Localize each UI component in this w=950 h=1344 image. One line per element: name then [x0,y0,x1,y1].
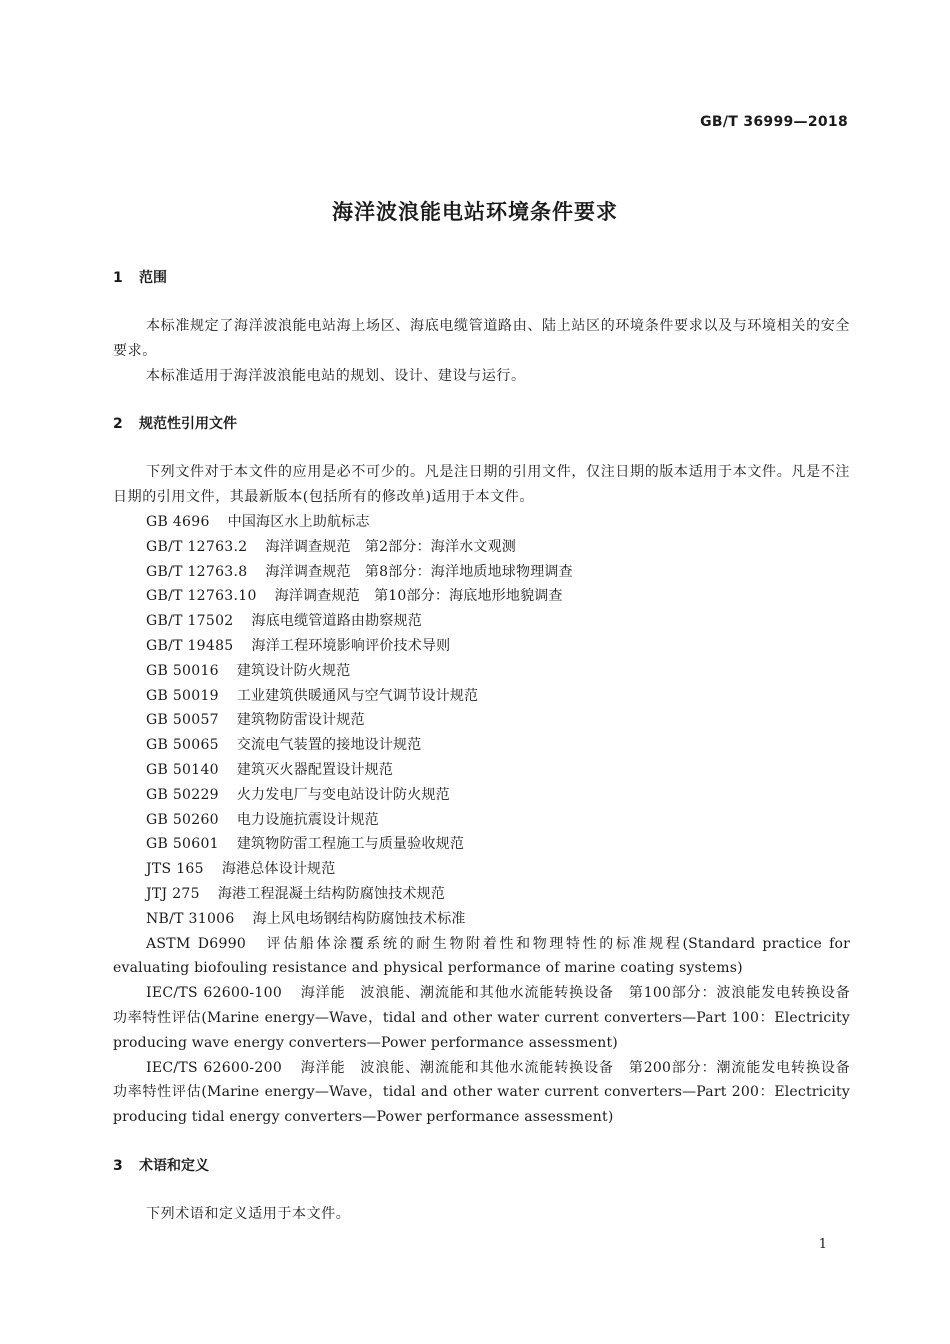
reference-title: 海洋能 波浪能、潮流能和其他水流能转换设备 第100部分：波浪能发电转换设备 功率特性评估(Marine energy—Wave，tidal and other water current converters—Part 100：Electricity producing wave energy converters—Power performance assessment) [113,985,865,1051]
reference-code: GB/T 19485 [146,637,234,654]
normative-reference-list [113,510,865,1130]
reference-code: ASTM D6990 [146,935,247,952]
reference-code: GB/T 12763.8 [146,563,248,580]
section-1-title: 范围 [139,270,167,286]
reference-code: GB 50229 [146,786,219,803]
reference-code: GB/T 12763.10 [146,588,257,605]
reference-code: GB 50065 [146,737,219,754]
reference-item [113,659,850,684]
reference-title: 建筑物防雷设计规范 [236,712,365,729]
reference-code: JTS 165 [146,861,204,878]
reference-title: 建筑物防雷工程施工与质量验收规范 [236,836,465,853]
reference-title: 海洋调查规范 第8部分：海洋地质地球物理调查 [265,563,573,580]
reference-item [113,584,850,609]
reference-item [113,634,850,659]
reference-item [113,832,850,857]
reference-title: 海洋调查规范 第2部分：海洋水文观测 [265,538,516,555]
reference-item [113,510,850,535]
section-1-heading [113,266,850,290]
reference-code: NB/T 31006 [146,910,235,927]
reference-code: IEC/TS 62600-200 [146,1059,283,1076]
reference-title: 海洋能 波浪能、潮流能和其他水流能转换设备 第200部分：潮流能发电转换设备 功率特性评估(Marine energy—Wave，tidal and other water current converters—Part 200：Electricity producing tidal energy converters—Power performance assessment) [113,1059,865,1126]
section-3-title: 术语和定义 [139,1157,209,1174]
document-title: 海洋波浪能电站环境条件要求 [332,200,618,224]
reference-code: GB 50260 [146,811,219,828]
reference-title: 海上风电场钢结构防腐蚀技术标准 [252,910,466,927]
section-2-title: 规范性引用文件 [139,416,237,433]
reference-item [113,708,850,733]
reference-title: 海港总体设计规范 [221,861,336,878]
reference-title: 电力设施抗震设计规范 [236,811,379,828]
section-1-paragraph: 本标准适用于海洋波浪能电站的规划、设计、建设与运行。 [146,367,526,384]
reference-item [113,907,850,932]
reference-title: 交流电气装置的接地设计规范 [236,737,422,754]
section-1-paragraph: 本标准规定了海洋波浪能电站海上场区、海底电缆管道路由、陆上站区的环境条件要求以及与环境相关的安全要求。 [113,318,850,359]
reference-title: 工业建筑供暖通风与空气调节设计规范 [236,687,479,704]
document-body [113,266,865,1227]
reference-item [113,882,850,907]
reference-item [113,783,850,808]
reference-title: 评估船体涂覆系统的耐生物附着性和物理特性的标准规程(Standard practice for evaluating biofouling resistance and physical performance of marine coating systems) [113,935,850,977]
reference-title: 建筑设计防火规范 [236,662,351,679]
page-number: 1 [818,1237,827,1252]
section-2-heading [113,412,850,436]
reference-item [113,1056,865,1130]
reference-item [113,609,850,634]
reference-title: 海港工程混凝土结构防腐蚀技术规范 [217,885,446,902]
section-2-intro: 下列文件对于本文件的应用是必不可少的。凡是注日期的引用文件，仅注日期的版本适用于本文件。凡是不注日期的引用文件，其最新版本(包括所有的修改单)适用于本文件。 [113,464,850,506]
reference-title: 建筑灭火器配置设计规范 [236,761,394,778]
reference-item [113,560,850,585]
reference-code: JTJ 275 [146,885,200,902]
reference-item [113,857,850,882]
reference-code: GB 50016 [146,662,219,679]
reference-code: IEC/TS 62600-100 [146,985,283,1002]
reference-code: GB 50140 [146,761,219,778]
reference-code: GB 4696 [146,513,210,530]
reference-title: 火力发电厂与变电站设计防火规范 [236,786,450,803]
reference-title: 海底电缆管道路由勘察规范 [251,613,422,630]
section-1-number: 1 [113,270,123,286]
reference-item [113,932,850,982]
reference-title: 海洋调查规范 第10部分：海底地形地貌调查 [274,588,563,605]
section-3-number: 3 [113,1157,123,1174]
section-3-heading [113,1154,850,1178]
section-3-paragraph: 下列术语和定义适用于本文件。 [146,1205,351,1222]
reference-item [113,981,865,1055]
standard-code: GB/T 36999—2018 [700,114,848,130]
reference-item [113,535,850,560]
reference-item [113,684,850,709]
reference-code: GB 50057 [146,712,219,729]
reference-code: GB 50601 [146,836,219,853]
section-2-number: 2 [113,416,123,433]
reference-item [113,808,850,833]
reference-code: GB/T 12763.2 [146,538,248,555]
reference-title: 中国海区水上助航标志 [227,513,370,530]
reference-item [113,733,850,758]
reference-code: GB 50019 [146,687,219,704]
reference-item [113,758,850,783]
reference-code: GB/T 17502 [146,613,234,630]
reference-title: 海洋工程环境影响评价技术导则 [251,637,451,654]
